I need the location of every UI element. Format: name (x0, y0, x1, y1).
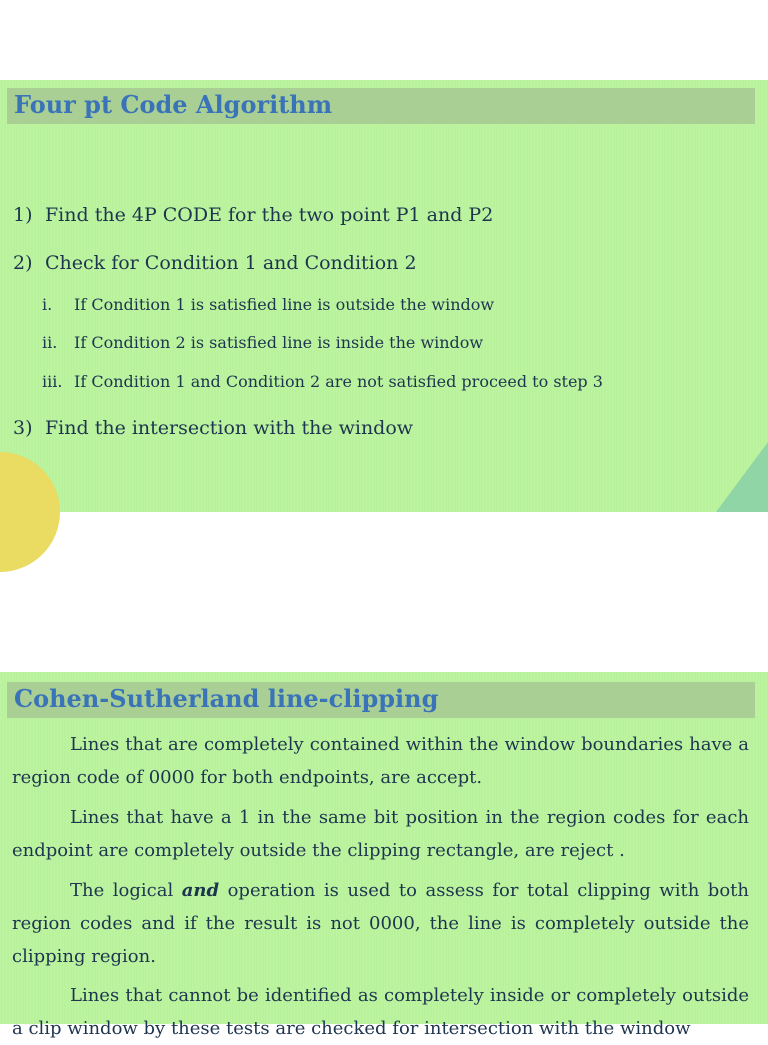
decorative-circle (0, 452, 60, 572)
step-text: Check for Condition 1 and Condition 2 (45, 252, 417, 274)
step-number: 3) (13, 417, 33, 439)
paragraph-accept: Lines that are completely contained within the window boundaries have a region code of 0000 for both endpoints, are accept. (12, 734, 749, 788)
step-1 (13, 204, 493, 226)
slide-title-bar (7, 682, 755, 718)
substep-number: i. (42, 295, 53, 314)
paragraph-text: The logical (70, 880, 182, 901)
slide-four-pt-code (0, 80, 768, 512)
substep-number: iii. (42, 372, 63, 391)
substep-iii (42, 372, 603, 391)
substep-ii (42, 333, 483, 352)
slide-title: Four pt Code Algorithm (14, 90, 333, 119)
paragraph-intersection: Lines that cannot be identified as completely inside or completely outside a clip window by these tests are checked for intersection with the window (12, 985, 749, 1039)
step-text: Find the intersection with the window (45, 417, 414, 439)
paragraph-reject: Lines that have a 1 in the same bit position in the region codes for each endpoint are completely outside the clipping rectangle, are reject . (12, 807, 749, 861)
substep-i (42, 295, 494, 314)
step-2 (13, 252, 417, 274)
step-text: Find the 4P CODE for the two point P1 and P2 (45, 204, 494, 226)
substep-number: ii. (42, 333, 58, 352)
substep-text: If Condition 1 is satisfied line is outside the window (74, 295, 495, 314)
step-number: 1) (13, 204, 33, 226)
step-3 (13, 417, 413, 439)
emphasis-and: and (181, 880, 220, 901)
step-number: 2) (13, 252, 33, 274)
substep-text: If Condition 1 and Condition 2 are not satisfied proceed to step 3 (74, 372, 603, 391)
paragraph-logical-and (12, 874, 749, 973)
decorative-triangle (716, 442, 768, 512)
paragraph-text: operation is used to assess for total clipping with both region codes and if the result is not 0000, the line is completely outside the clipping region. (12, 880, 749, 967)
slide-title: Cohen-Sutherland line-clipping (14, 684, 439, 713)
slide-title-bar (7, 88, 755, 124)
substep-text: If Condition 2 is satisfied line is inside the window (74, 333, 484, 352)
slide-cohen-sutherland (0, 672, 768, 1039)
